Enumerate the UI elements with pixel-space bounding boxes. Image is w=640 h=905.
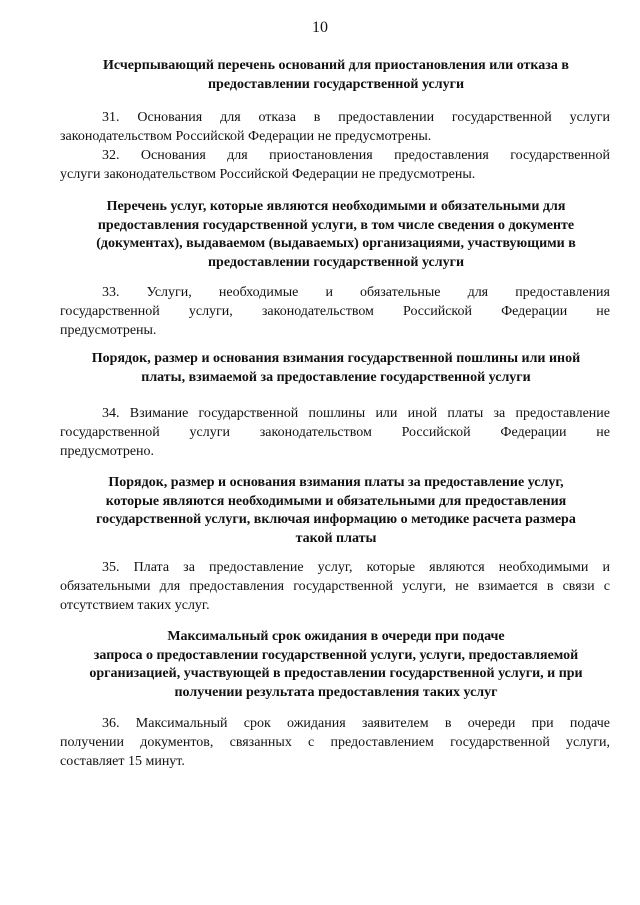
paragraph-33-line-1: 33. Услуги, необходимые и обязательные для предоставления [102,285,610,300]
heading-line: платы, взимаемой за предоставление государственной услуги [141,369,531,385]
section-heading-grounds-refusal [60,57,612,94]
paragraph-32-line-1: 32. Основания для приостановления предоставления государственной [102,148,610,163]
heading-line: Максимальный срок ожидания в очереди при подаче [167,629,505,644]
paragraph-34-line-1: 34. Взимание государственной пошлины или иной платы за предоставление [102,406,610,421]
heading-line: Перечень услуг, которые являются необходимыми и обязательными для [106,199,566,214]
paragraph-32-line-2: услуги законодательством Российской Федерации не предусмотрены. [60,167,476,182]
section-heading-service-fee [60,474,612,548]
paragraph-31-line-2: законодательством Российской Федерации не предусмотрены. [60,129,432,144]
heading-line: которые являются необходимыми и обязательными для предоставления [105,493,567,509]
page-number: 10 [312,19,328,36]
heading-line: Порядок, размер и основания взимания платы за предоставление услуг, [108,475,564,490]
heading-line: организацией, участвующей в предоставлении государственной услуги, и при [89,666,583,681]
paragraph-35-line-1: 35. Плата за предоставление услуг, которые являются необходимыми и [102,560,610,575]
paragraph-33-line-2: государственной услуги, законодательством Российской Федерации не [60,304,610,319]
heading-line: предоставлении государственной услуги [207,254,465,270]
heading-line: государственной услуги, включая информацию о методике расчета размера [96,512,576,527]
section-heading-necessary-services [60,198,612,272]
heading-line: предоставления государственной услуги, в том числе сведения о документе [97,217,575,233]
section-heading-state-fee [60,350,612,387]
heading-line: Порядок, размер и основания взимания государственной пошлины или иной [91,351,581,366]
paragraph-31-line-1: 31. Основания для отказа в предоставлении государственной услуги [102,110,610,125]
heading-line: предоставлении государственной услуги [207,76,465,92]
paragraph-35-line-3: отсутствием таких услуг. [60,598,210,613]
heading-line: получении результата предоставления таких услуг [174,684,498,700]
paragraph-35-line-2: обязательными для предоставления государственной услуги, не взимается в связи с [60,579,610,594]
heading-line: такой платы [295,530,377,546]
paragraph-34-line-3: предусмотрено. [60,444,155,459]
paragraph-36-line-2: получении документов, связанных с предоставлением государственной услуги, [60,735,610,750]
section-heading-queue-time [60,628,612,702]
heading-line: (документах), выдаваемом (выдаваемых) организациями, участвующими в [96,236,576,251]
heading-line: Исчерпывающий перечень оснований для приостановления или отказа в [103,58,569,73]
paragraph-34-line-2: государственной услуги законодательством Российской Федерации не [60,425,610,440]
paragraph-33-line-3: предусмотрены. [60,323,157,338]
heading-line: запроса о предоставлении государственной услуги, услуги, предоставляемой [93,647,579,663]
paragraph-36-line-3: составляет 15 минут. [60,754,185,769]
paragraph-36-line-1: 36. Максимальный срок ожидания заявителем в очереди при подаче [102,716,610,731]
